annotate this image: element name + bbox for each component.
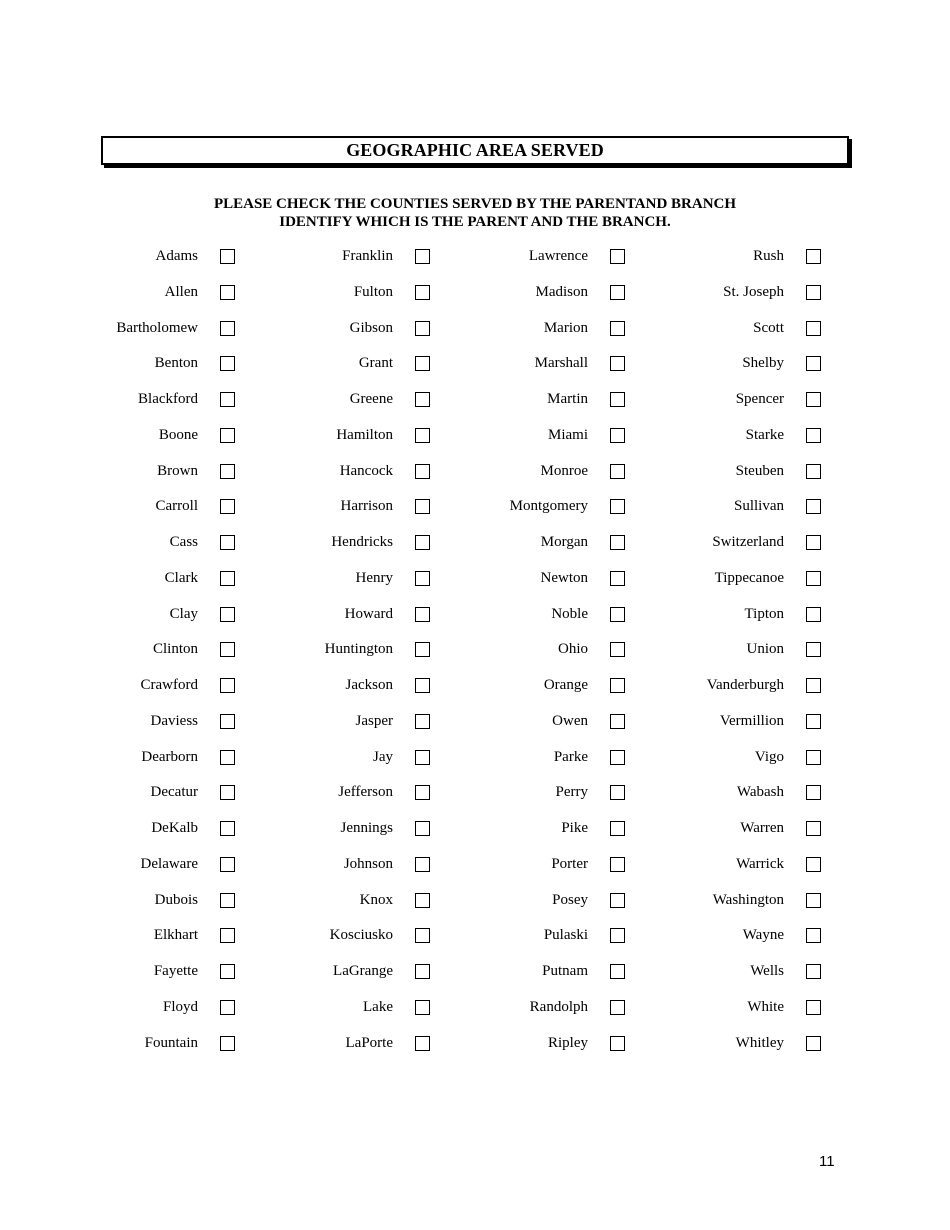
county-label: Lake — [363, 998, 393, 1015]
county-checkbox[interactable] — [806, 321, 821, 336]
county-label: Vanderburgh — [706, 677, 784, 693]
county-label: Allen — [164, 283, 198, 300]
county-label: Cass — [169, 534, 198, 550]
county-row — [586, 275, 821, 311]
section-title: GEOGRAPHIC AREA SERVED — [346, 140, 604, 160]
county-label: Dearborn — [141, 748, 198, 765]
county-label: Floyd — [162, 998, 198, 1015]
county-label: Dubois — [154, 891, 198, 908]
county-label: Randolph — [529, 998, 588, 1015]
county-label: Tippecanoe — [714, 569, 784, 586]
county-label: Posey — [552, 891, 588, 908]
county-label: Harrison — [340, 498, 393, 515]
county-label: Porter — [551, 855, 588, 872]
county-label: Jay — [373, 748, 393, 765]
county-label: Blackford — [138, 391, 198, 407]
county-label: Starke — [745, 426, 784, 443]
county-label: Henry — [355, 569, 393, 586]
county-label: Madison — [535, 283, 588, 300]
county-label: Noble — [551, 605, 588, 622]
county-label: Spencer — [735, 391, 784, 407]
county-label: Crawford — [140, 677, 198, 693]
county-label: Pike — [561, 820, 588, 836]
county-label: Miami — [548, 426, 588, 443]
county-checkbox[interactable] — [806, 893, 821, 908]
county-label: St. Joseph — [723, 283, 784, 300]
county-checkbox[interactable] — [806, 464, 821, 479]
county-row — [586, 668, 821, 704]
county-checkbox[interactable] — [806, 499, 821, 514]
instructions — [101, 195, 849, 231]
county-label: White — [747, 998, 784, 1015]
county-label: Wayne — [742, 927, 784, 944]
county-checkbox[interactable] — [806, 964, 821, 979]
county-label: Delaware — [140, 855, 198, 872]
county-row — [586, 918, 821, 954]
county-label: LaGrange — [333, 963, 393, 979]
county-checkbox[interactable] — [806, 642, 821, 657]
county-label: Grant — [358, 355, 393, 372]
county-label: Rush — [753, 248, 784, 264]
county-row — [586, 311, 821, 347]
county-label: Hendricks — [331, 534, 393, 550]
county-row — [586, 597, 821, 633]
county-row — [586, 990, 821, 1026]
county-label: Benton — [154, 355, 198, 372]
county-row — [586, 740, 821, 776]
county-checkbox[interactable] — [806, 249, 821, 264]
county-checkbox[interactable] — [806, 356, 821, 371]
county-label: Morgan — [540, 534, 588, 550]
county-label: Sullivan — [733, 498, 784, 515]
county-label: Howard — [344, 605, 393, 622]
county-label: Newton — [540, 569, 588, 586]
county-label: Knox — [359, 891, 393, 908]
county-label: Orange — [543, 677, 588, 693]
county-checkbox[interactable] — [806, 928, 821, 943]
county-checkbox[interactable] — [806, 714, 821, 729]
county-checkbox[interactable] — [806, 392, 821, 407]
county-label: Greene — [349, 391, 393, 407]
county-label: Vermillion — [719, 712, 784, 729]
county-checkbox[interactable] — [806, 571, 821, 586]
county-label: Ohio — [558, 641, 588, 658]
county-row — [586, 704, 821, 740]
county-checkbox[interactable] — [806, 535, 821, 550]
county-label: Clay — [169, 605, 198, 622]
county-checkbox[interactable] — [806, 678, 821, 693]
county-row — [586, 883, 821, 919]
county-label: Switzerland — [712, 534, 784, 550]
county-label: Whitley — [735, 1034, 784, 1051]
county-label: Pulaski — [543, 927, 588, 944]
county-label: Hamilton — [336, 426, 393, 443]
county-label: Marshall — [534, 355, 588, 372]
county-row — [586, 1026, 821, 1062]
instructions-line-2: IDENTIFY WHICH IS THE PARENT AND THE BRANCH. — [279, 214, 671, 230]
county-label: Clark — [164, 569, 198, 586]
county-label: Bartholomew — [116, 319, 198, 336]
county-row — [586, 954, 821, 990]
county-label: Warren — [740, 820, 784, 836]
county-label: Marion — [543, 319, 588, 336]
county-checkbox[interactable] — [806, 285, 821, 300]
county-label: Owen — [552, 712, 588, 729]
county-label: Martin — [547, 391, 588, 407]
county-label: Huntington — [324, 641, 393, 658]
county-label: Shelby — [742, 355, 784, 372]
county-label: Johnson — [343, 855, 393, 872]
county-label: Elkhart — [153, 927, 198, 944]
county-label: Brown — [157, 462, 198, 479]
county-row — [586, 382, 821, 418]
county-label: Vigo — [754, 748, 784, 765]
county-row — [586, 775, 821, 811]
county-checkbox[interactable] — [806, 785, 821, 800]
county-checkbox[interactable] — [806, 821, 821, 836]
county-label: Fulton — [353, 283, 393, 300]
county-label: Jefferson — [338, 784, 393, 801]
county-label: Clinton — [152, 641, 198, 658]
county-label: Scott — [753, 319, 784, 336]
section-title-box — [101, 136, 849, 165]
county-row — [586, 632, 821, 668]
county-label: Hancock — [339, 462, 393, 479]
county-label: Perry — [555, 784, 588, 801]
instructions-line-1: PLEASE CHECK THE COUNTIES SERVED BY THE PARENTAND BRANCH — [213, 196, 737, 212]
county-label: Decatur — [150, 784, 198, 801]
county-label: Warrick — [736, 855, 784, 872]
county-checkbox[interactable] — [806, 857, 821, 872]
county-row — [586, 418, 821, 454]
county-label: Fountain — [144, 1034, 198, 1051]
county-row — [586, 239, 821, 275]
county-label: Jasper — [355, 712, 393, 729]
county-row — [586, 561, 821, 597]
county-label: LaPorte — [345, 1034, 393, 1051]
county-label: Union — [746, 641, 784, 658]
county-label: Lawrence — [528, 248, 588, 264]
county-checkbox[interactable] — [806, 1036, 821, 1051]
county-label: Kosciusko — [329, 927, 393, 944]
county-label: Franklin — [342, 248, 393, 264]
county-label: Washington — [712, 891, 784, 908]
county-label: Montgomery — [509, 498, 588, 515]
county-row — [586, 847, 821, 883]
county-label: Ripley — [548, 1034, 588, 1051]
county-row — [586, 454, 821, 490]
page-number: 11 — [819, 1153, 835, 1170]
county-label: Jennings — [340, 820, 393, 836]
county-label: Carroll — [155, 498, 198, 515]
county-label: Steuben — [735, 462, 784, 479]
county-label: Wabash — [736, 784, 784, 801]
county-label: Putnam — [542, 963, 588, 979]
county-label: Jackson — [345, 677, 393, 693]
county-row — [586, 525, 821, 561]
county-label: Daviess — [150, 712, 198, 729]
county-row — [586, 811, 821, 847]
county-label: Monroe — [540, 462, 588, 479]
county-label: Boone — [158, 426, 198, 443]
county-row — [586, 346, 821, 382]
county-checkbox[interactable] — [806, 750, 821, 765]
county-label: Adams — [155, 248, 198, 264]
county-label: Tipton — [744, 605, 784, 622]
county-label: Wells — [750, 963, 784, 979]
county-label: Fayette — [153, 963, 198, 979]
county-checkbox[interactable] — [806, 607, 821, 622]
county-row — [586, 489, 821, 525]
county-label: DeKalb — [151, 820, 198, 836]
county-checkbox[interactable] — [806, 1000, 821, 1015]
county-label: Parke — [553, 748, 588, 765]
county-label: Gibson — [349, 319, 393, 336]
county-checkbox[interactable] — [806, 428, 821, 443]
